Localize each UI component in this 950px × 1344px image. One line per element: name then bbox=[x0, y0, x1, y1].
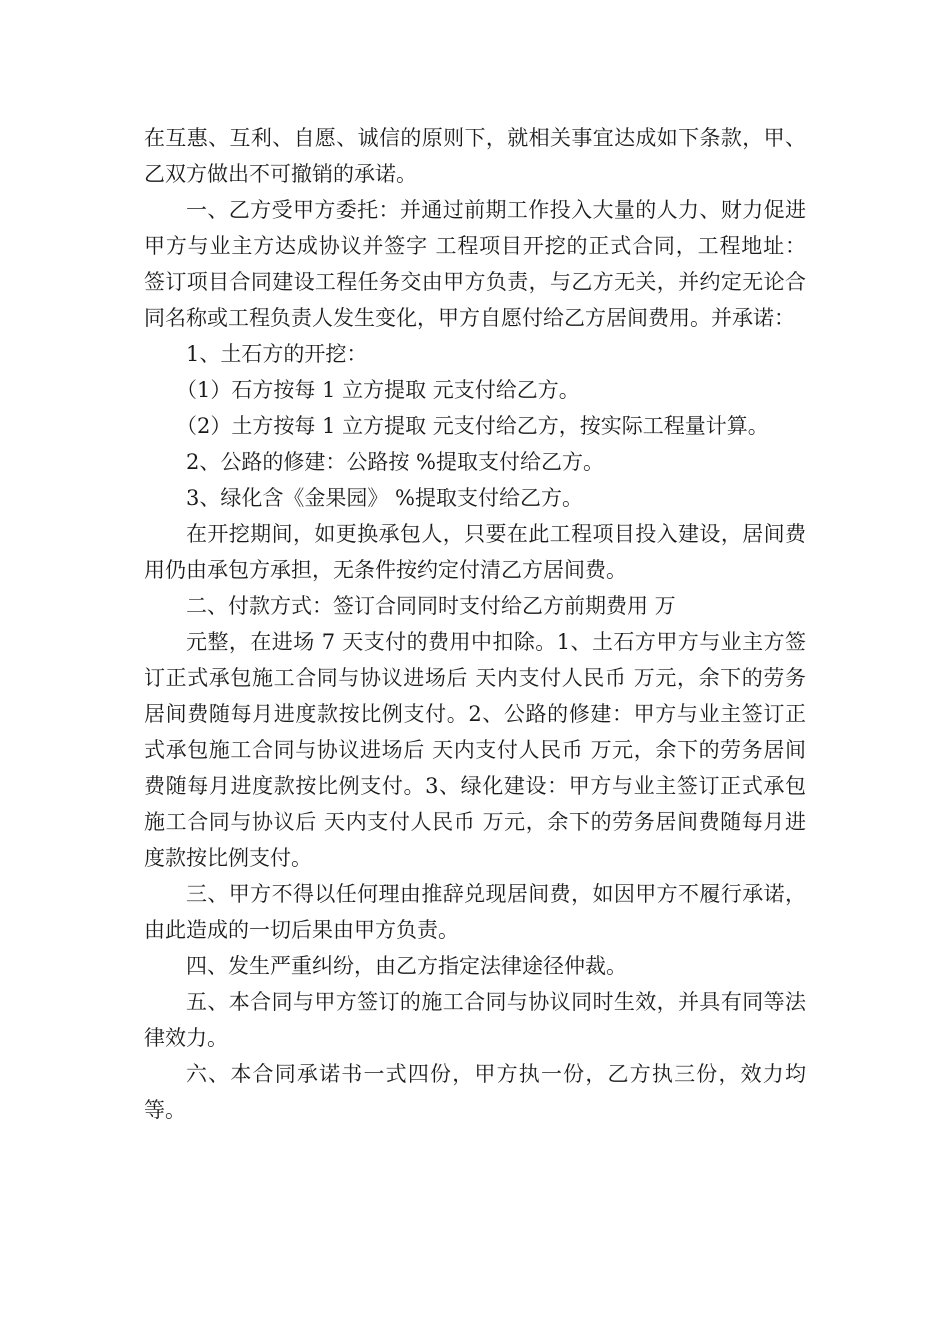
paragraph-clause-4: 四、发生严重纠纷，由乙方指定法律途径仲裁。 bbox=[186, 954, 627, 978]
paragraph-principles: 在互惠、互利、自愿、诚信的原则下，就相关事宜达成如下条款，甲、乙双方做出不可撤销的承诺。 bbox=[144, 126, 806, 186]
paragraph-clause-2: 二、付款方式：签订合同同时支付给乙方前期费用 万 bbox=[186, 594, 676, 618]
paragraph-subitem-stone: （1）石方按每 1 立方提取 元支付给乙方。 bbox=[176, 378, 580, 402]
paragraph-item-road: 2、公路的修建：公路按 %提取支付给乙方。 bbox=[186, 450, 604, 474]
paragraph-payment-details: 元整，在进场 7 天支付的费用中扣除。1、土石方甲方与业主方签订正式承包施工合同与协议进场后 天内支付人民币 万元，余下的劳务居间费随每月进度款按比例支付。2、公路的修建：甲方与业主签订正式承包施工合同与协议进场后 天内支付人民币 万元，余下的劳务居间费随每月进度款按比例支付。3、绿化建设：甲方与业主签订正式承包施工合同与协议后 天内支付人民币 万元，余下的劳务居间费随每月进度款按比例支付。 bbox=[144, 630, 806, 870]
paragraph-contractor-change: 在开挖期间，如更换承包人，只要在此工程项目投入建设，居间费用仍由承包方承担，无条件按约定付清乙方居间费。 bbox=[144, 522, 806, 582]
paragraph-item-greening: 3、绿化含《金果园》 %提取支付给乙方。 bbox=[186, 486, 583, 510]
document-page bbox=[144, 120, 806, 1128]
paragraph-subitem-earth: （2）土方按每 1 立方提取 元支付给乙方，按实际工程量计算。 bbox=[176, 414, 769, 438]
paragraph-clause-3: 三、甲方不得以任何理由推辞兑现居间费，如因甲方不履行承诺，由此造成的一切后果由甲方负责。 bbox=[144, 882, 806, 942]
paragraph-clause-5: 五、本合同与甲方签订的施工合同与协议同时生效，并具有同等法律效力。 bbox=[144, 990, 806, 1050]
paragraph-item-earthwork: 1、土石方的开挖： bbox=[186, 342, 368, 366]
paragraph-clause-6: 六、本合同承诺书一式四份，甲方执一份，乙方执三份，效力均等。 bbox=[144, 1062, 806, 1122]
paragraph-clause-1: 一、乙方受甲方委托：并通过前期工作投入大量的人力、财力促进甲方与业主方达成协议并签字 工程项目开挖的正式合同，工程地址： 签订项目合同建设工程任务交由甲方负责，与乙方无关，并约定无论合同名称或工程负责人发生变化，甲方自愿付给乙方居间费用。并承诺： bbox=[144, 198, 806, 330]
